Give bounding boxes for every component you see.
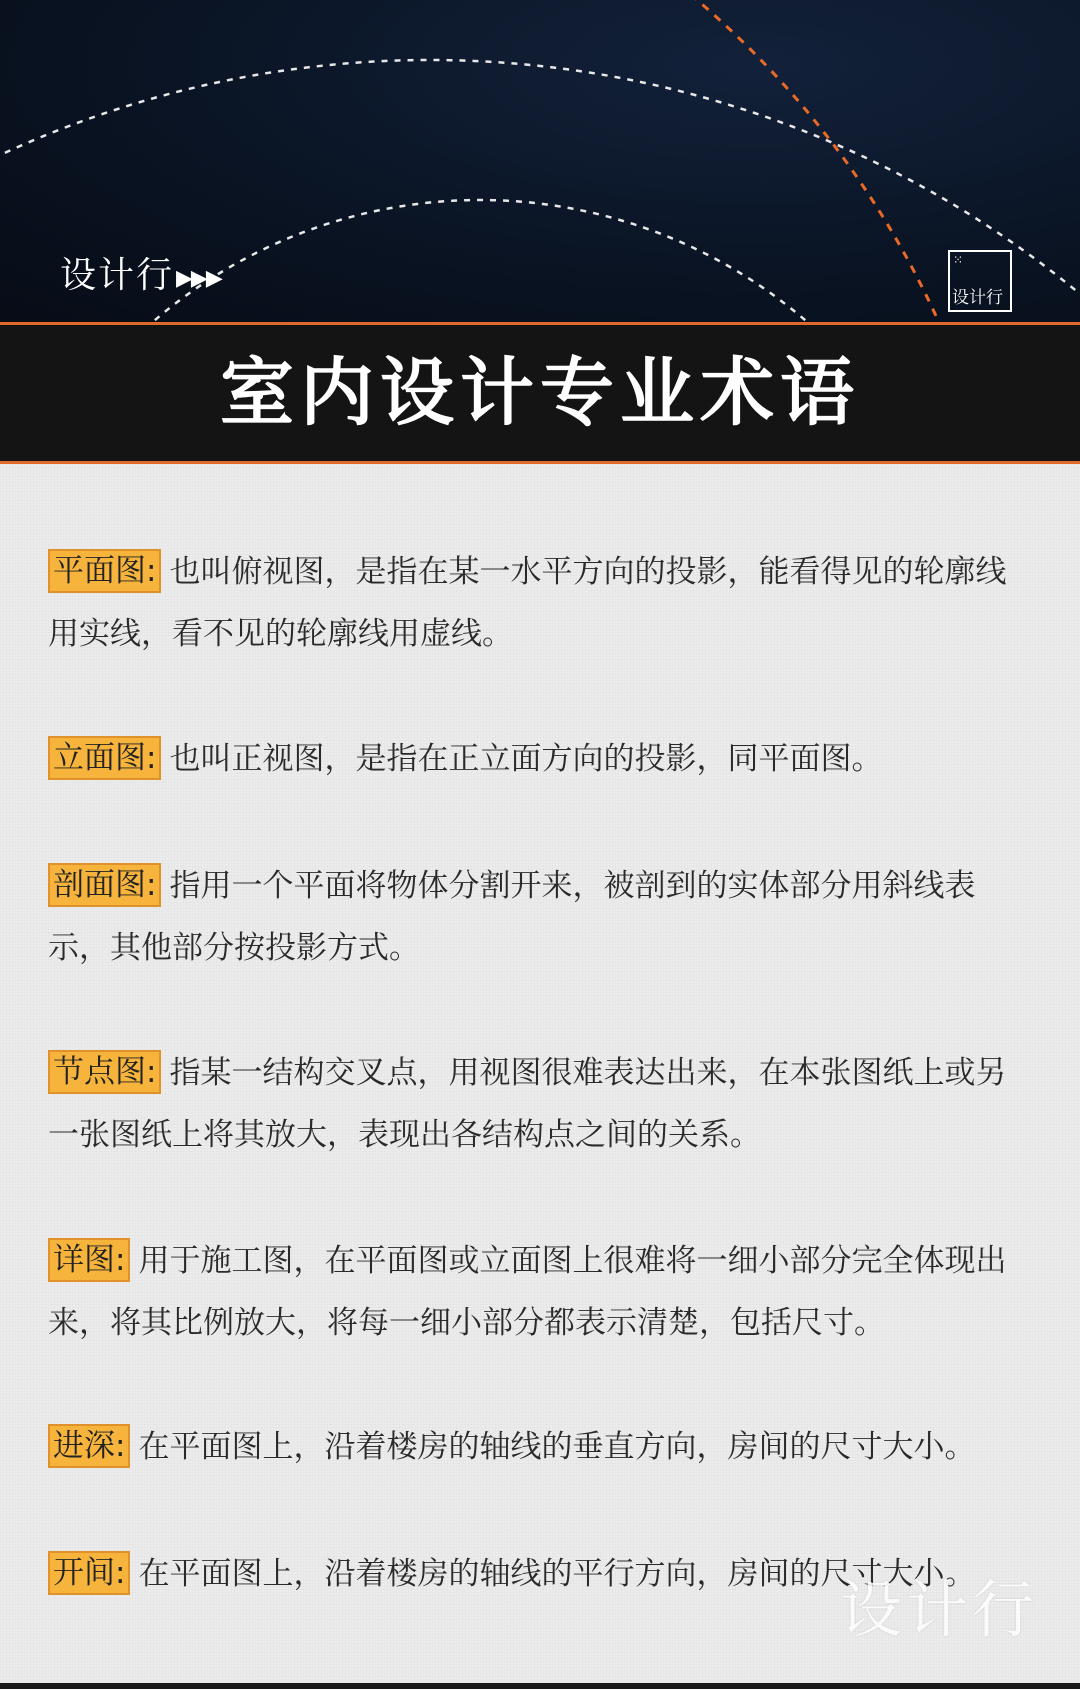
term-definition: 指某一结构交叉点，用视图很难表达出来，在本张图纸上或另一张图纸上将其放大，表现出各结构点之间的关系。 — [48, 1055, 1007, 1153]
term-definition: 在平面图上，沿着楼房的轴线的平行方向，房间的尺寸大小。 — [138, 1556, 976, 1592]
term-label: 立面图: — [48, 736, 161, 780]
term-label: 进深: — [48, 1424, 130, 1468]
term-item — [48, 1416, 1028, 1478]
term-label: 平面图: — [48, 549, 161, 593]
term-item — [48, 728, 1028, 790]
term-definition: 用于施工图，在平面图或立面图上很难将一细小部分完全体现出来，将其比例放大，将每一细小部分都表示清楚，包括尺寸。 — [48, 1243, 1007, 1341]
term-item — [48, 855, 1028, 979]
term-definition: 指用一个平面将物体分割开来，被剖到的实体部分用斜线表示，其他部分按投影方式。 — [48, 868, 976, 966]
term-item — [48, 1230, 1028, 1354]
arrows-icon: ▶▶▶ — [176, 266, 221, 291]
header-banner — [0, 0, 1080, 322]
term-label: 详图: — [48, 1238, 130, 1282]
bottom-border — [0, 1683, 1080, 1689]
term-label: 节点图: — [48, 1050, 161, 1094]
term-label: 剖面图: — [48, 863, 161, 907]
badge-text: 设计行 — [952, 288, 1003, 308]
term-definition: 也叫俯视图，是指在某一水平方向的投影，能看得见的轮廓线用实线，看不见的轮廓线用虚线。 — [48, 554, 1007, 652]
brand-badge — [948, 250, 1012, 312]
term-item — [48, 1042, 1028, 1166]
watermark: 设计行 — [839, 1573, 1038, 1646]
term-label: 开间: — [48, 1551, 130, 1595]
brand-logo-text: 设计行 — [60, 255, 175, 296]
term-definition: 在平面图上，沿着楼房的轴线的垂直方向，房间的尺寸大小。 — [138, 1429, 976, 1465]
page-title: 室内设计专业术语 — [220, 350, 860, 436]
term-definition: 也叫正视图，是指在正立面方向的投影，同平面图。 — [169, 741, 883, 777]
title-band — [0, 322, 1080, 464]
term-item — [48, 541, 1028, 665]
terms-list — [0, 464, 1080, 1689]
badge-mark-icon: ⁙ — [953, 253, 964, 267]
